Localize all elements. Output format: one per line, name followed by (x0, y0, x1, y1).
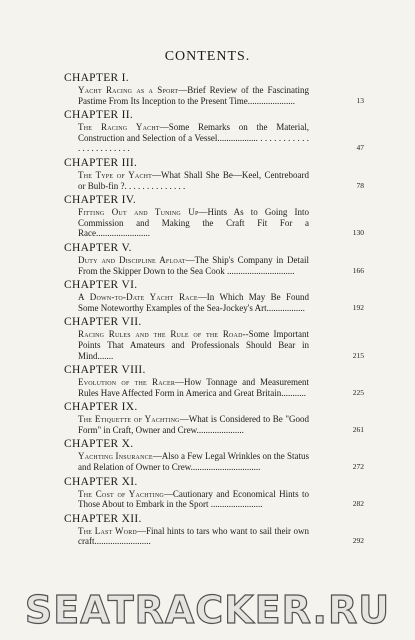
chapter-description (78, 329, 309, 361)
chapter-description (78, 255, 309, 276)
toc-chapter (64, 401, 364, 435)
toc-chapter (64, 109, 364, 154)
page-number: 166 (352, 265, 364, 275)
chapter-description (78, 292, 309, 313)
chapter-title: Yachting Insurance (78, 451, 153, 462)
chapter-entry (78, 329, 364, 361)
chapter-heading: CHAPTER V. (64, 241, 132, 254)
chapter-description (78, 85, 309, 106)
chapter-heading: CHAPTER VIII. (64, 364, 146, 377)
toc-chapter (64, 364, 364, 398)
chapter-description (78, 207, 309, 239)
chapter-heading: CHAPTER XII. (64, 512, 142, 525)
chapter-entry (78, 122, 364, 154)
chapter-entry (78, 414, 364, 435)
page-number: 282 (352, 499, 364, 509)
chapter-summary: —Hints As to Going Into Commission and Making the Craft Fit For a Race........................ (78, 207, 309, 239)
chapter-description (78, 489, 309, 510)
page-number: 272 (352, 462, 364, 472)
chapter-heading: CHAPTER XI. (64, 475, 138, 488)
page-number: 261 (352, 424, 364, 434)
toc-chapter (64, 513, 364, 547)
chapter-heading: CHAPTER IX. (64, 401, 138, 414)
page-number: 292 (352, 536, 364, 546)
page-title: CONTENTS. (164, 49, 251, 64)
page-number: 130 (352, 228, 364, 238)
chapter-summary: —Cautionary and Economical Hints to Those About to Embark in the Sport ....................... (78, 488, 309, 510)
chapter-heading: CHAPTER X. (64, 438, 134, 451)
chapter-description (78, 122, 309, 154)
page-number: 225 (352, 387, 364, 397)
chapter-entry (78, 85, 364, 106)
page-number: 13 (356, 95, 364, 105)
chapter-entry (78, 526, 364, 547)
chapter-title: Yacht Racing as a Sport (78, 85, 179, 95)
chapter-title: The Cost of Yachting (78, 488, 164, 499)
chapter-description (78, 526, 309, 547)
chapter-entry (78, 255, 364, 276)
chapter-title: The Last Word (78, 525, 137, 536)
chapter-description (78, 170, 309, 191)
page-number: 47 (356, 143, 364, 153)
chapter-title: A Down-to-Date Yacht Race (78, 292, 198, 303)
chapter-summary: —Brief Review of the Fascinating Pastime From Its Inception to the Present Time..................... (78, 85, 309, 106)
toc-chapter (64, 279, 364, 313)
chapter-heading: CHAPTER II. (64, 109, 134, 122)
chapter-heading: CHAPTER VI. (64, 279, 138, 292)
chapter-heading: CHAPTER VII. (64, 316, 142, 329)
toc-chapter (64, 476, 364, 510)
chapter-description (78, 377, 309, 398)
chapter-heading: CHAPTER III. (64, 156, 138, 169)
chapter-summary: —What Shall She Be—Keel, Centreboard or Bulb-fin ?. . . . . . . . . . . . . . (78, 169, 309, 191)
toc-chapter (64, 438, 364, 472)
chapter-title: Evolution of the Racer (78, 377, 176, 388)
chapter-title: Fitting Out and Tuning Up (78, 207, 199, 218)
page-number: 215 (352, 350, 364, 360)
chapter-entry (78, 292, 364, 313)
chapter-heading: CHAPTER IV. (64, 194, 137, 207)
chapter-summary: —Final hints to tars who want to sail their own craft......................... (78, 525, 310, 547)
toc-chapter (64, 242, 364, 276)
chapter-summary: —Some Remarks on the Material, Construction and Selection of a Vessel.................. . . . . . . . . . . . . . . . . . . . . . . . (78, 122, 309, 154)
chapter-summary: --Some Important Points That Amateurs and Professionals Should Bear in Mind....... (78, 329, 309, 361)
chapter-description (78, 451, 309, 472)
chapter-summary: —In Which May Be Found Some Noteworthy Examples of the Sea-Jockey's Art................. (78, 292, 309, 313)
chapter-summary: —Also a Few Legal Wrinkles on the Status and Relation of Owner to Crew............................... (78, 451, 309, 473)
watermark: SEATRACKER.RU (24, 588, 391, 632)
toc-chapter (64, 194, 364, 239)
chapter-entry (78, 170, 364, 191)
chapter-entry (78, 489, 364, 510)
chapter-entry (78, 451, 364, 472)
chapter-summary: —What is Considered to Be "Good Form" in Craft, Owner and Crew..................... (78, 414, 309, 435)
chapter-title: The Racing Yacht (78, 122, 160, 133)
toc-chapter (64, 316, 364, 361)
chapter-summary: —How Tonnage and Measurement Rules Have Affected Form in America and Great Britain........... (78, 377, 309, 398)
page-number: 192 (352, 302, 364, 312)
chapter-description (78, 414, 309, 435)
toc-chapter (64, 72, 364, 106)
chapter-heading: CHAPTER I. (64, 72, 129, 84)
page-number: 78 (356, 180, 364, 190)
chapter-title: The Type of Yacht (78, 169, 153, 180)
chapter-summary: —The Ship's Company in Detail From the Skipper Down to the Sea Cook .............................. (78, 254, 309, 276)
chapter-title: The Etiquette of Yachting (78, 414, 180, 425)
chapter-title: Duty and Discipline Afloat (78, 254, 186, 265)
chapter-entry (78, 377, 364, 398)
chapter-title: Racing Rules and the Rule of the Road (78, 329, 243, 340)
chapter-entry (78, 207, 364, 239)
toc-chapter (64, 157, 364, 191)
table-of-contents (64, 72, 364, 550)
